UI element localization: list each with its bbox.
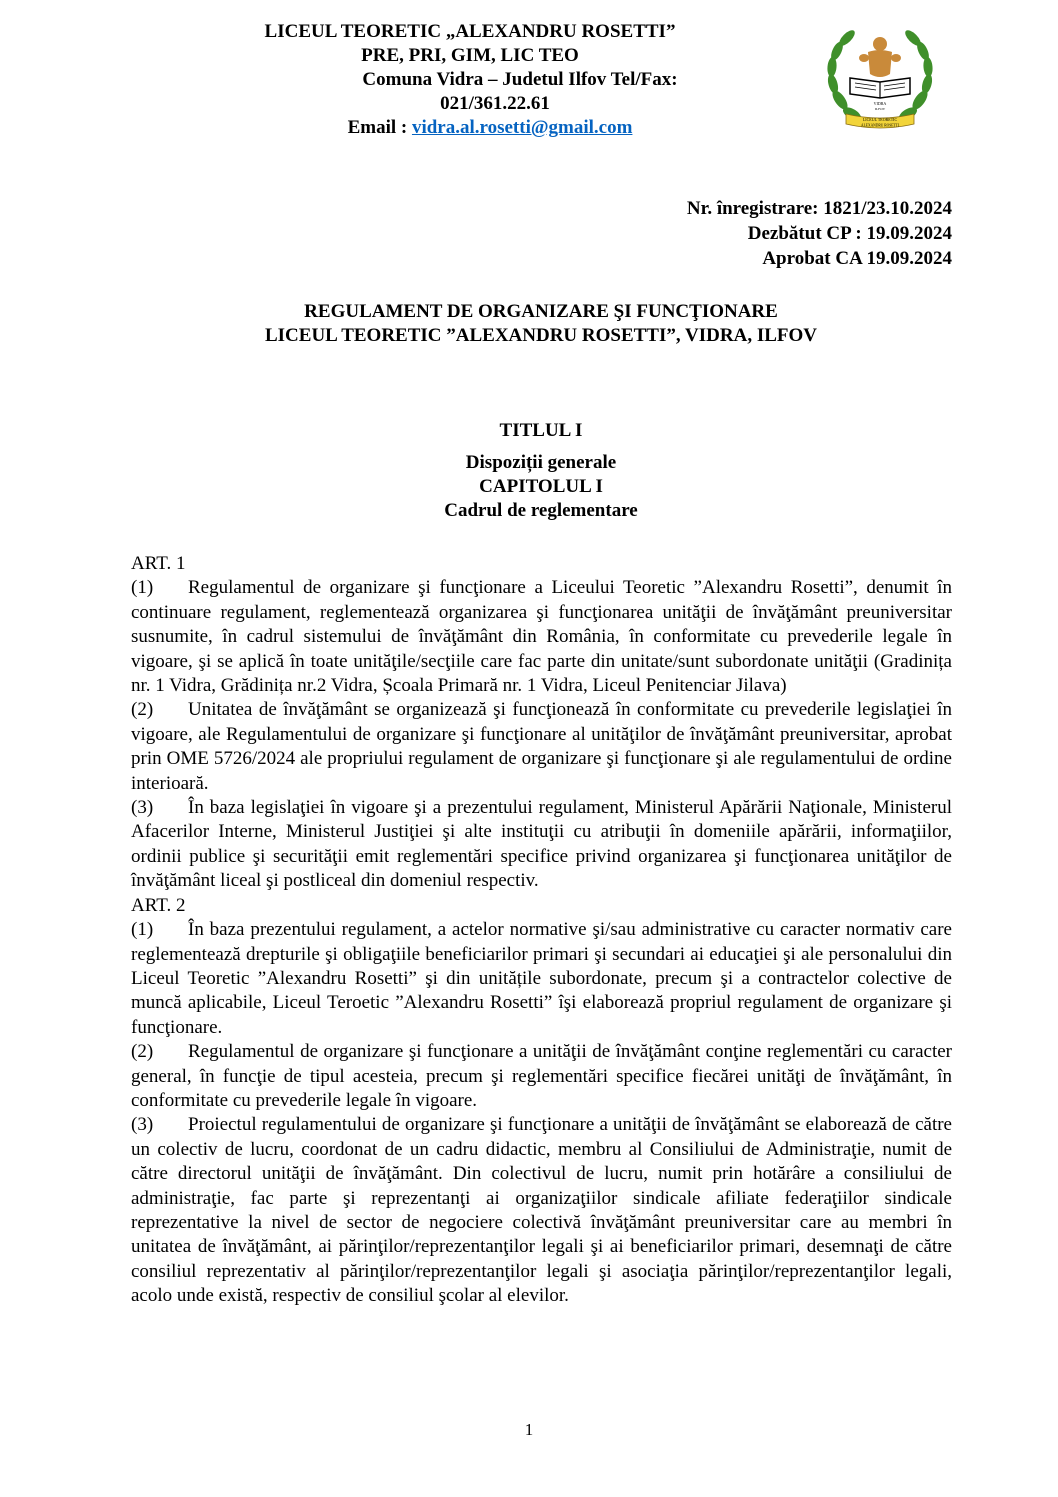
statue-icon — [859, 37, 901, 77]
email-link[interactable]: vidra.al.rosetti@gmail.com — [411, 117, 633, 138]
logo-ribbon-text-2: ALEXANDRU ROSETTI — [860, 123, 900, 128]
logo-ribbon-text-1: LICEUL TEORETIC — [862, 117, 898, 122]
chapter-name: Cadrul de reglementare — [444, 500, 638, 521]
school-logo — [824, 22, 936, 134]
document-title-line-1: REGULAMENT DE ORGANIZARE ŞI FUNCŢIONARE — [304, 301, 778, 322]
paragraph-text: În baza prezentului regulament, a actelor normative şi/sau administrative cu caracter normativ care reglementează drepturile şi obligaţiile beneficiarilor primari şi secundari ai educaţiei şi ale personalului din Liceul Teoretic ”Alexandru Rosetti” şi din unitățile subordonate, precum şi a contractelor colective de muncă aplicabile, Liceul Teroetic ”Alexandru Rosetti” îşi elaborează propriul regulament de organizare şi funcţionare. — [131, 919, 952, 1038]
school-address: Comuna Vidra – Judetul Ilfov Tel/Fax: — [362, 69, 678, 90]
paragraph-number: (2) — [131, 699, 154, 721]
school-levels: PRE, PRI, GIM, LIC TEO — [361, 45, 579, 66]
title-heading: TITLUL I — [499, 420, 583, 441]
logo-top-text-2: ILFOV — [874, 107, 886, 111]
paragraph-number: (3) — [131, 797, 154, 819]
article-label: ART. 1 — [131, 553, 186, 574]
paragraph — [131, 698, 952, 796]
document-title-line-2: LICEUL TEORETIC ”ALEXANDRU ROSETTI”, VIDRA, ILFOV — [264, 325, 817, 346]
document-title — [130, 300, 952, 348]
approved-ca: Aprobat CA 19.09.2024 — [762, 248, 952, 269]
paragraph-text: Proiectul regulamentului de organizare şi funcţionare a unităţii de învăţământ se elaborează de către un colectiv de lucru, coordonat de un cadru didactic, membru al Consiliului de Administraţie, numit de către directorul unităţii de învăţământ. Din colectivul de lucru, numit prin hotărâre a consiliului de administraţie, fac parte şi reprezentanţi ai organizaţiilor sindicale afiliate federaţiilor sindicale reprezentative la nivel de sector de negociere colectivă învăţământ preuniversitar care au membri în unitatea de învăţământ, ai părinţilor/reprezentanţilor legali şi ai beneficiarilor primari, desemnaţi de către consiliul reprezentativ al părinţilor/reprezentanţilor legali şi asociaţia părinţilor/reprezentanţilor legali, acolo unde există, respectiv de consiliul şcolar al elevilor. — [131, 1114, 952, 1307]
paragraph — [131, 918, 952, 1040]
paragraph-text: Regulamentul de organizare şi funcţionare a unităţii de învăţământ conţine reglementări cu caracter general, în funcţie de tipul acesteia, precum şi reglementări specifice fiecărei unităţi de învăţământ, în conformitate cu prevederile legale în vigoare. — [131, 1041, 952, 1111]
paragraph — [131, 796, 952, 894]
school-phone: 021/361.22.61 — [440, 93, 550, 114]
paragraph-text: Unitatea de învăţământ se organizează şi funcţionează în conformitate cu prevederile legislaţiei în vigoare, ale Regulamentului de organizare şi funcţionare al unităţilor de învăţământ preuniversitar, aprobat prin OME 5726/2024 ale propriului regulament de organizare şi funcţionare şi ale regulamentului de ordine interioară. — [131, 699, 952, 794]
paragraph-number: (3) — [131, 1114, 154, 1136]
section-headings — [130, 419, 952, 523]
document-body — [131, 552, 952, 1309]
school-email-line — [180, 116, 760, 140]
registration-block — [687, 196, 952, 271]
paragraph — [131, 576, 952, 698]
school-header — [180, 20, 760, 140]
registration-number: Nr. înregistrare: 1821/23.10.2024 — [686, 198, 952, 219]
logo-top-text: VIDRA — [873, 101, 887, 106]
paragraph-text: În baza legislaţiei în vigoare şi a prezentului regulament, Ministerul Apărării Naţionale, Ministerul Afacerilor Interne, Ministerul Justiţiei şi alte instituţii cu atribuţii în domeniile apărării, informaţiilor, ordinii publice şi securităţii emit reglementări specifice privind organizarea şi funcţionarea unităţilor de învăţământ liceal şi postliceal din domeniul respectiv. — [131, 797, 952, 892]
paragraph-number: (1) — [131, 577, 154, 599]
chapter-heading: CAPITOLUL I — [479, 476, 603, 497]
debated-cp: Dezbătut CP : 19.09.2024 — [747, 223, 952, 244]
book-icon — [850, 78, 910, 98]
paragraph-number: (1) — [131, 919, 154, 941]
email-label: Email : — [347, 117, 412, 138]
title-name: Dispoziții generale — [465, 452, 617, 473]
paragraph — [131, 1040, 952, 1113]
paragraph-number: (2) — [131, 1041, 154, 1063]
paragraph — [131, 1113, 952, 1308]
article-label: ART. 2 — [131, 894, 186, 916]
paragraph-text: Regulamentul de organizare şi funcţionare a Liceului Teoretic ”Alexandru Rosetti”, denumit în continuare regulament, reglementează organizarea şi funcţionarea unităţii de învăţământ preuniversitar susnumite, în cadrul sistemului de învăţământ din România, în conformitate cu prevederile legale în vigoare, şi se aplică în toate unităţile/secţiile care fac parte din unitate/sunt subordonate unităţii (Gradinița nr. 1 Vidra, Grădinița nr.2 Vidra, Școala Primară nr. 1 Vidra, Liceul Penitenciar Jilava) — [131, 577, 952, 697]
school-name: LICEUL TEORETIC „ALEXANDRU ROSETTI” — [264, 21, 676, 42]
page-number: 1 — [524, 1420, 534, 1439]
